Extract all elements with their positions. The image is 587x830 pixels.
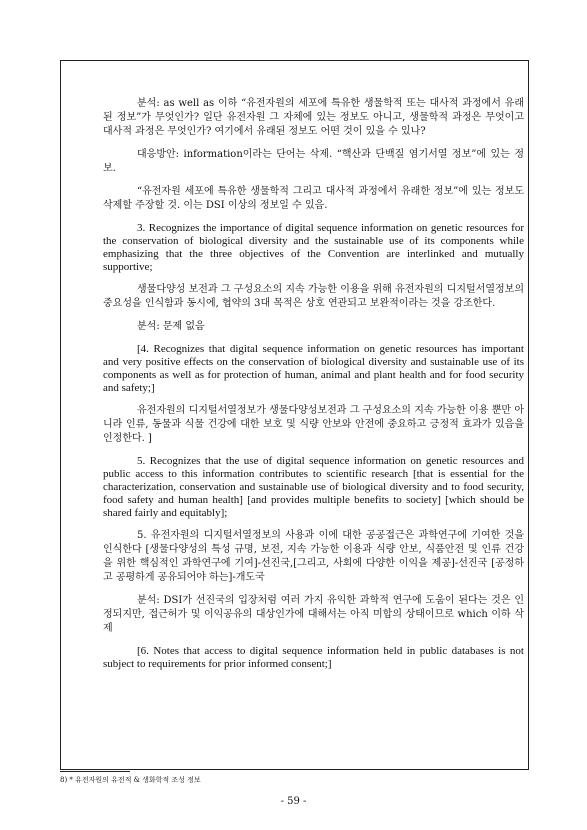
clause-4-ko: 유전자원의 디지털서열정보가 생물다양성보전과 그 구성요소의 지속 가능한 이용 뿐만 아니라 인류, 동물과 식물 건강에 대한 보호 및 식량 안보와 안전에 중요하고 긍정적 효과가 있음을 인정한다. ] [103,405,524,444]
clause-4-en: [4. Recognizes that digital sequence information on genetic resources has important and very positive effects on the conservation of biological diversity and sustainable use of its components as well as for protection of human, animal and plant health and for food security and safety;] [103,343,524,394]
response-paragraph: 대응방안: information이라는 단어는 삭제. “핵산과 단백질 염기서열 정보”에 있는 정보. [103,149,524,174]
analysis-clause-5: 분석: DSI가 선진국의 입장처럼 여러 가지 유익한 과학적 연구에 도움이 된다는 것은 인정되지만, 접근허가 및 이익공유의 대상인가에 대해서는 아직 미합의 상태이므로 which 이하 삭제 [103,595,524,634]
document-body [103,97,524,680]
clause-5-ko: 5. 유전자원의 디지털서열정보의 사용과 이에 대한 공공접근은 과학연구에 기여한 것을 인식한다 [생물다양성의 특성 규명, 보전, 지속 가능한 이용과 식량 안보, 식품안전 및 인류 건강을 위한 핵심적인 과학연구에 기여]-선진국,[그리고, 사회에 다양한 이익을 제공]-선진국 [공정하고 공평하게 공유되어야 하는]-개도국 [103,530,524,583]
analysis-paragraph: 분석: as well as 이하 “유전자원의 세포에 특유한 생물학적 또는 대사적 과정에서 유래된 정보”가 무엇인가? 일단 유전자원 그 자체에 있는 정보도 아니고, 생물학적 과정은 무엇이고 대사적 과정은 무엇인가? 여기에서 유래된 정보도 어떤 것이 있을 수 있나? [103,98,524,137]
analysis-no-issue: 분석: 문제 없음 [137,321,205,332]
footnote: 8) * 유전자원의 유전적 & 생화학적 조성 정보 [60,776,201,784]
note-paragraph: “유전자원 세포에 특유한 생물학적 그리고 대사적 과정에서 유래한 정보”에 있는 정보도 삭제할 주장할 것. 이는 DSI 이상의 정보일 수 있음. [103,186,524,211]
clause-3-en: 3. Recognizes the importance of digital sequence information on genetic resources for the conservation of biological diversity and the sustainable use of its components while emphasizing that the three objectives of the Convention are interlinked and mutually supportive; [103,222,524,273]
clause-3-ko: 생물다양성 보전과 그 구성요소의 지속 가능한 이용을 위해 유전자원의 디지털서열정보의 중요성을 인식함과 동시에, 협약의 3대 목적은 상호 연관되고 보완적이라는 것을 강조한다. [103,284,524,309]
clause-5-en: 5. Recognizes that the use of digital sequence information on genetic resources and public access to this information contributes to scientific research [that is essential for the characterization, conservation and sustainable use of biological diversity and to food security, food safety and human health] [and provides multiple benefits to society] [which should be shared fairly and equitably]; [103,455,524,519]
page-number: - 59 - [280,796,307,807]
clause-6-en: [6. Notes that access to digital sequence information held in public databases is not subject to requirements for prior informed consent;] [103,645,524,670]
footnote-separator [60,771,130,772]
